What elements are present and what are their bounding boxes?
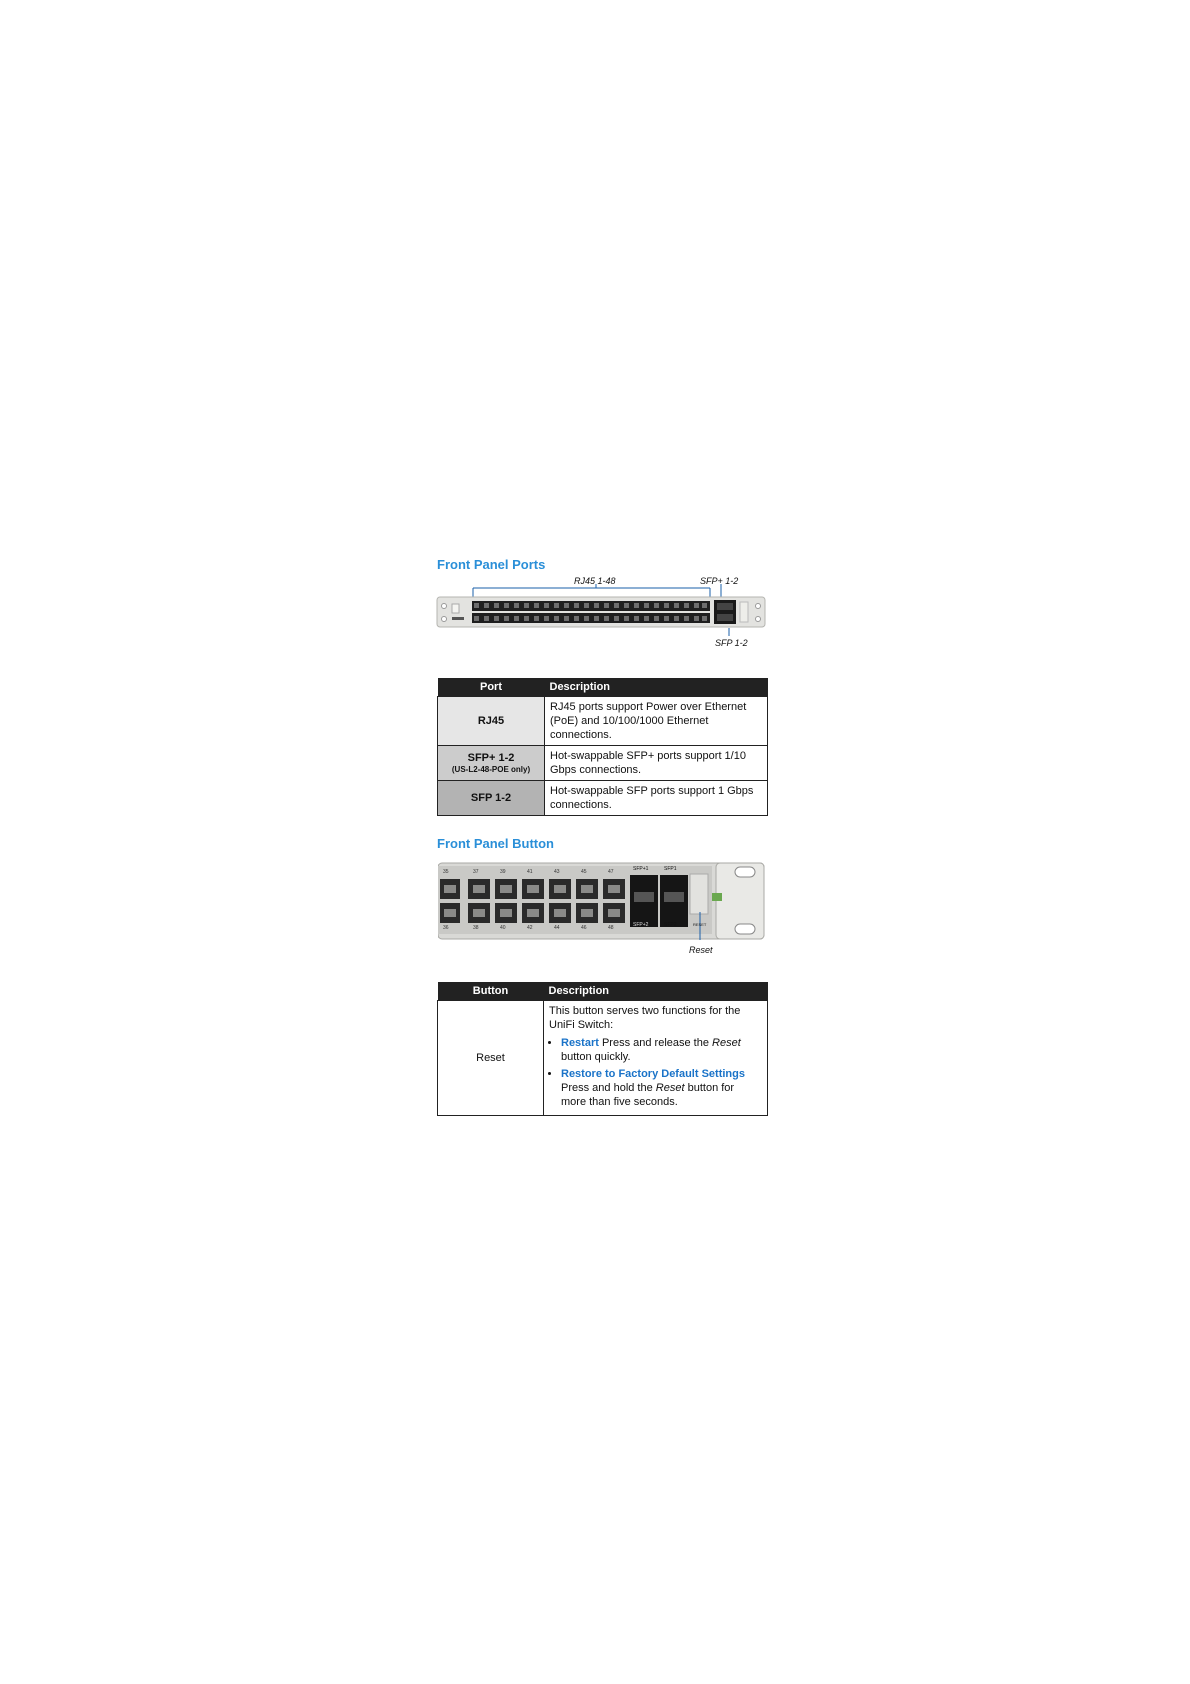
port-number: 44 — [554, 925, 560, 931]
front-panel-button-title: Front Panel Button — [437, 836, 554, 851]
port-note: (US-L2-48-POE only) — [451, 765, 531, 774]
port-number: 40 — [500, 925, 506, 931]
description-cell: Hot-swappable SFP ports support 1 Gbps connections. — [545, 781, 768, 816]
sfp-callout: SFP 1-2 — [715, 638, 748, 648]
intro-text: This button serves two functions for the UniFi Switch: — [549, 1005, 741, 1031]
port-cell-sfp-plus — [438, 746, 545, 781]
port-number: 43 — [554, 869, 560, 875]
sfp-plus-2-label: SFP+2 — [633, 922, 649, 928]
sfp-plus-callout: SFP+ 1-2 — [700, 576, 739, 586]
port-number: 45 — [581, 869, 587, 875]
item-title: Restore to Factory Default Settings — [561, 1068, 745, 1080]
rj45-callout: RJ45 1-48 — [574, 576, 616, 586]
list-item: • Restore to Factory Default Settings Press and hold the Reset button for more than five seconds. — [561, 1067, 762, 1109]
table-row — [438, 746, 768, 781]
description-cell — [544, 1001, 768, 1116]
port-number: 37 — [473, 869, 479, 875]
table-row — [438, 697, 768, 746]
port-cell-rj45 — [438, 697, 545, 746]
ports-table-header-description: Description — [545, 678, 768, 697]
button-table-header-button: Button — [438, 982, 544, 1001]
ports-table-header-port: Port — [438, 678, 545, 697]
port-cell-sfp — [438, 781, 545, 816]
list-item: • Restart Press and release the Reset button quickly. — [561, 1036, 762, 1064]
port-number: 47 — [608, 869, 614, 875]
port-number: 41 — [527, 869, 533, 875]
switch-front-panel-image — [436, 584, 766, 640]
item-title: Restart — [561, 1037, 599, 1049]
sfp-2-label: SFP2 — [664, 922, 677, 928]
reset-callout: Reset — [689, 945, 713, 955]
switch-closeup-image — [438, 860, 766, 944]
port-number: 35 — [443, 869, 449, 875]
port-name: RJ45 — [477, 715, 505, 727]
description-cell: RJ45 ports support Power over Ethernet (PoE) and 10/100/1000 Ethernet connections. — [545, 697, 768, 746]
button-table-header-description: Description — [544, 982, 768, 1001]
port-name: SFP 1-2 — [470, 792, 512, 804]
ports-table — [437, 678, 768, 816]
reset-small-label: RESET — [693, 922, 707, 927]
port-number: 39 — [500, 869, 506, 875]
port-number: 42 — [527, 925, 533, 931]
port-number: 36 — [443, 925, 449, 931]
table-row — [438, 1001, 768, 1116]
button-cell-reset: Reset — [438, 1001, 544, 1116]
front-panel-ports-title: Front Panel Ports — [437, 557, 546, 572]
sfp-1-label: SFP1 — [664, 866, 677, 872]
description-cell: Hot-swappable SFP+ ports support 1/10 Gbps connections. — [545, 746, 768, 781]
port-number: 38 — [473, 925, 479, 931]
button-table — [437, 982, 768, 1116]
port-name: SFP+ 1-2 — [467, 752, 515, 764]
table-row — [438, 781, 768, 816]
sfp-plus-1-label: SFP+1 — [633, 866, 649, 872]
port-number: 48 — [608, 925, 614, 931]
function-list — [549, 1036, 762, 1109]
port-number: 46 — [581, 925, 587, 931]
